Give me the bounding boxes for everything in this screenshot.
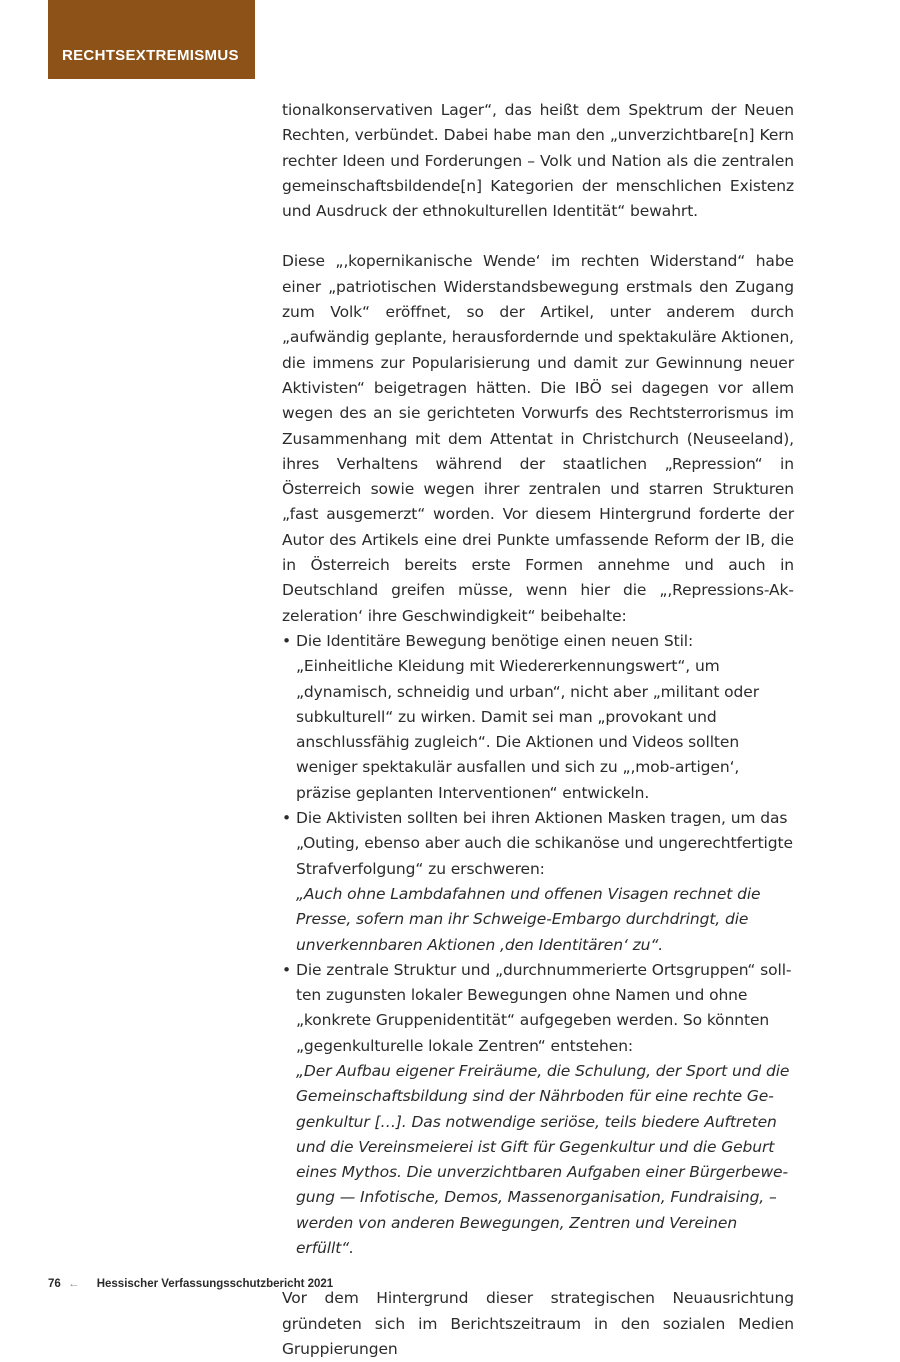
section-tab <box>48 0 255 79</box>
paragraph-2: Diese „‚kopernikanische Wende‘ im rechten Widerstand“ habe einer „patriotischen Widerstandsbewegung erstmals den Zugang zum Volk“ eröffnet, so der Artikel, unter anderem durch „aufwändig geplante, herausfordernde und spektakuläre Aktionen, die immens zur Popularisierung und damit zur Gewinnung neuer Aktivisten“ beigetragen hätten. Die IBÖ sei dagegen vor allem wegen des an sie gerichteten Vorwurfs des Rechtsterrorismus im Zusammenhang mit dem Attentat in Christchurch (Neuseeland), ihres Verhaltens während der staatlichen „Repression“ in Österreich sowie wegen ihrer zentralen und starren Strukturen „fast ausgemerzt“ worden. Vor diesem Hintergrund forderte der Autor des Artikels eine drei Punkte umfassende Reform der IB, die in Österreich bereits erste Formen annehme und auch in Deutschland greifen müsse, wenn hier die „‚Repressions-Akzeleration‘ ihre Geschwindigkeit“ beibehalte: <box>282 252 794 625</box>
list-item-text: Die Identitäre Bewegung benötige einen neuen Stil: „Einheitliche Kleidung mit Wiedererkennungswert“, um „dynamisch, schneidig und urban“, nicht aber „militant oder subkulturell“ zu wirken. Damit sei man „provokant und anschlussfähig zugleich“. Die Aktionen und Videos sollten weniger spektakulär ausfallen und sich zu „‚mob-artigen‘, präzise geplanten Interventionen“ entwickeln. <box>296 631 760 802</box>
arrow-left-icon: ← <box>68 1278 80 1290</box>
list-item <box>282 629 794 806</box>
paragraph-1: tionalkonservativen Lager“, das heißt dem Spektrum der Neuen Rechten, verbündet. Dabei habe man den „unverzichtbare[n] Kern rechter Ideen und Forderungen – Volk und Nation als die zentralen gemeinschaftsbildende[n] Kategorien der menschlichen Existenz und Ausdruck der ethnokulturellen Identität“ bewahrt. <box>282 101 794 221</box>
reform-points-list <box>282 629 794 1261</box>
page-footer <box>48 1278 333 1290</box>
list-item <box>282 806 794 958</box>
bullet-marker: • <box>282 631 292 650</box>
section-label: RECHTSEXTREMISMUS <box>62 47 239 64</box>
publication-title: Hessischer Verfassungsschutzbericht 2021 <box>96 1278 334 1290</box>
bullet-marker: • <box>282 809 292 828</box>
list-item-text: Die Aktivisten sollten bei ihren Aktionen Masken tragen, um das „Outing, ebenso aber auch die schikanöse und ungerechtfertigte Strafverfolgung“ zu erschweren: <box>296 809 793 878</box>
body-text <box>282 98 794 1362</box>
page-number: 76 <box>48 1278 61 1290</box>
list-item-quote: „Auch ohne Lambdafahnen und offenen Visagen rechnet die Presse, sofern man ihr Schweige-Embargo durchdringt, die unverkennbaren Aktionen ‚den Identitären‘ zu“. <box>296 884 761 954</box>
paragraph-3: Vor dem Hintergrund dieser strategischen Neuausrichtung gründeten sich im Berichtszeitraum in den sozialen Medien Gruppierungen <box>282 1289 794 1358</box>
list-item-text: Die zentrale Struktur und „durchnummerierte Ortsgruppen“ sollten zugunsten lokaler Bewegungen ohne Namen und ohne „konkrete Gruppenidentität“ aufgegeben werden. So könnten „gegenkulturelle lokale Zentren“ entstehen: <box>296 960 792 1055</box>
bullet-marker: • <box>282 960 292 979</box>
list-item <box>282 958 794 1262</box>
list-item-quote: „Der Aufbau eigener Freiräume, die Schulung, der Sport und die Gemeinschaftsbildung sind der Nährboden für eine rechte Gegenkultur […]. Das notwendige seriöse, teils biedere Auftreten und die Vereinsmeierei ist Gift für Gegenkultur und die Geburt eines Mythos. Die unverzichtbaren Aufgaben einer Bürgerbewegung — Infotische, Demos, Massenorganisation, Fundraising, – werden von anderen Bewegungen, Zentren und Vereinen erfüllt“. <box>296 1061 790 1258</box>
